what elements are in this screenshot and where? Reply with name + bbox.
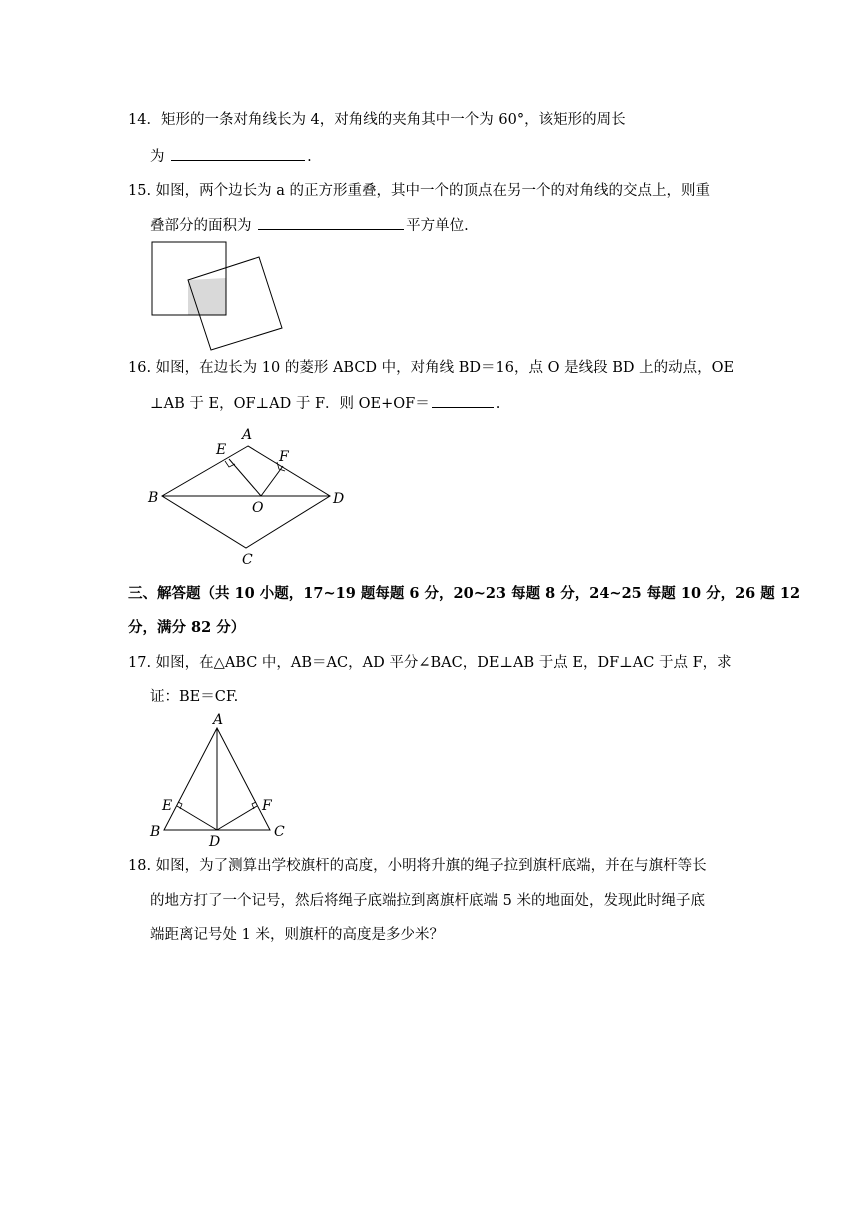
q17-right-angle-f [252,802,256,809]
q15-answer-blank[interactable] [258,214,404,230]
section3-header-line2: 分，满分 82 分） [128,619,246,636]
q17-right-angle-e [178,802,182,809]
q18-line3: 端距离记号处 1 米，则旗杆的高度是多少米？ [150,927,444,943]
q14-line2 [150,145,312,168]
q16-line2-suffix: . [495,396,501,412]
q17-label-a: A [213,712,224,728]
q16-label-d: D [333,491,345,507]
q15-squares-figure [140,236,300,356]
q16-label-e: E [216,442,227,458]
q16-line1: 16. 如图，在边长为 10 的菱形 ABCD 中，对角线 BD＝16，点 O 是线段 BD 上的动点，OE [128,360,735,376]
q16-line2 [150,392,500,415]
q17-line2: 证：BE＝CF. [150,689,239,705]
q16-label-o: O [252,500,264,516]
q17-label-b: B [150,824,161,840]
q17-label-d: D [209,834,221,850]
q14-answer-blank[interactable] [171,145,305,161]
q15-line2-prefix: 叠部分的面积为 [150,218,252,234]
q16-label-c: C [242,552,253,568]
q17-label-c: C [274,824,285,840]
q16-answer-blank[interactable] [432,392,494,408]
q17-triangle-figure [140,706,300,851]
q18-line2: 的地方打了一个记号，然后将绳子底端拉到离旗杆底端 5 米的地面处，发现此时绳子底 [150,893,705,909]
q16-segment-of [261,466,283,496]
q15-line2-suffix: 平方单位. [406,218,469,234]
q17-label-e: E [162,798,173,814]
q16-label-f: F [279,449,289,465]
q18-line1: 18. 如图，为了测算出学校旗杆的高度，小明将升旗的绳子拉到旗杆底端，并在与旗杆等长 [128,858,707,874]
q15-line1: 15. 如图，两个边长为 a 的正方形重叠，其中一个的顶点在另一个的对角线的交点上，则重 [128,183,711,199]
q17-label-f: F [262,798,272,814]
q14-line1: 14．矩形的一条对角线长为 4，对角线的夹角其中一个为 60°，该矩形的周长 [128,112,626,128]
q16-rhombus-abcd [162,446,330,548]
q14-line2-suffix: . [307,149,312,165]
q17-segment-df [217,806,257,830]
q16-rhombus-figure [140,422,360,572]
q16-label-b: B [148,490,159,506]
q17-line1: 17. 如图，在△ABC 中，AB＝AC，AD 平分∠BAC，DE⊥AB 于点 E，DF⊥AC 于点 F，求 [128,655,732,671]
q14-line2-prefix: 为 [150,149,165,165]
q17-segment-de [177,806,217,830]
section3-header-line1: 三、解答题（共 10 小题，17~19 题每题 6 分，20~23 每题 8 分，24~25 每题 10 分，26 题 12 [128,585,801,602]
q15-line2 [150,214,469,237]
q16-line2-prefix: ⊥AB 于 E，OF⊥AD 于 F．则 OE+OF＝ [150,396,430,412]
q16-label-a: A [242,427,253,443]
